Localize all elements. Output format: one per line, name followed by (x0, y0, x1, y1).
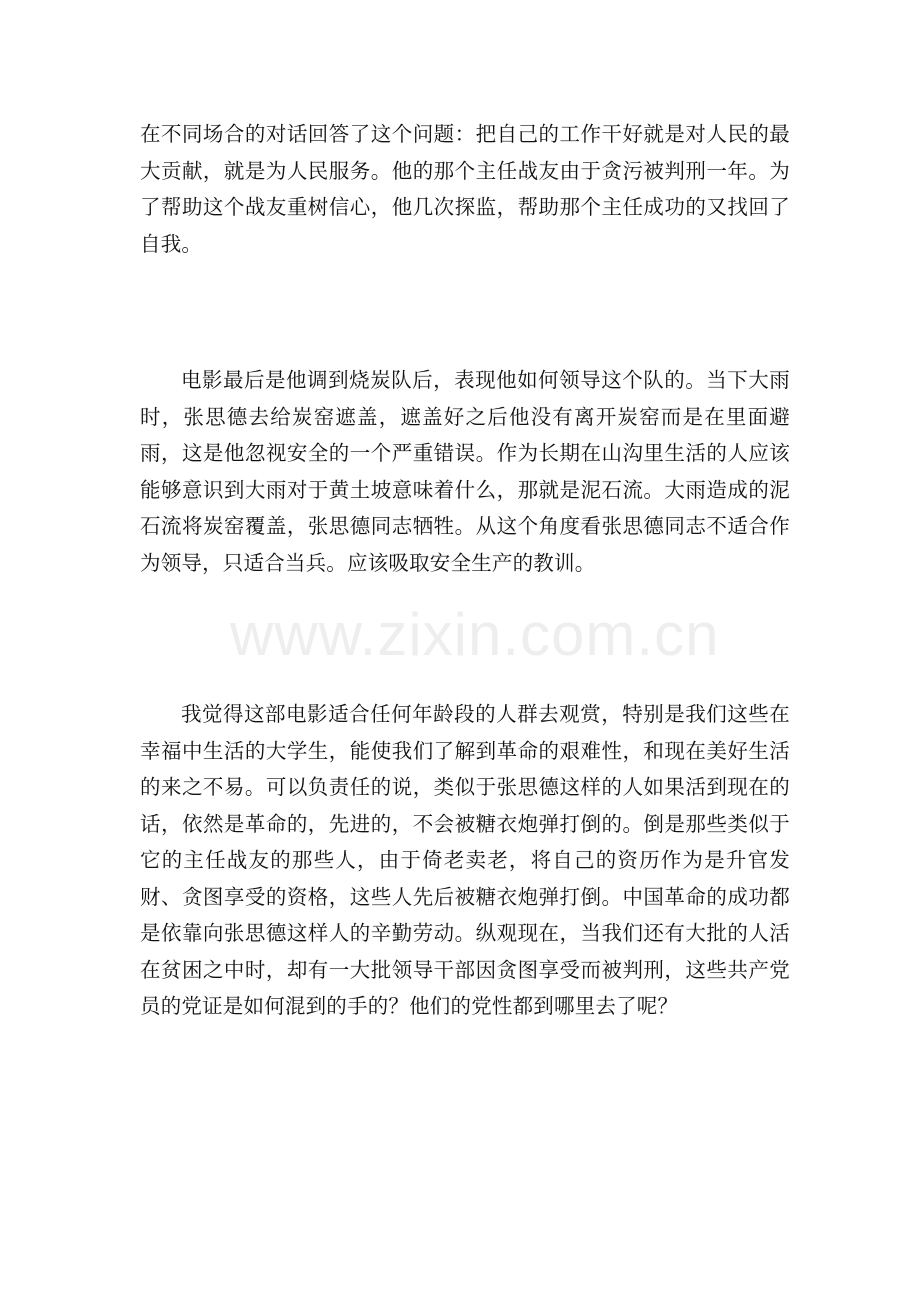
paragraph-3: 我觉得这部电影适合任何年龄段的人群去观赏，特别是我们这些在幸福中生活的大学生，能使我们了解到革命的艰难性，和现在美好生活的来之不易。可以负责任的说，类似于张思德这样的人如果活到现在的话，依然是革命的，先进的，不会被糖衣炮弹打倒的。倒是那些类似于它的主任战友的那些人，由于倚老卖老，将自己的资历作为是升官发财、贪图享受的资格，这些人先后被糖衣炮弹打倒。中国革命的成功都是依靠向张思德这样人的辛勤劳动。纵观现在，当我们还有大批的人活在贫困之中时，却有一大批领导干部因贪图享受而被判刑，这些共产党员的党证是如何混到的手的？他们的党性都到哪里去了呢？ (140, 702, 790, 1018)
paragraph-1: 在不同场合的对话回答了这个问题：把自己的工作干好就是对人民的最大贡献，就是为人民服务。他的那个主任战友由于贪污被判刑一年。为了帮助这个战友重树信心，他几次探监，帮助那个主任成功的又找回了自我。 (140, 122, 790, 256)
paragraph-2: 电影最后是他调到烧炭队后，表现他如何领导这个队的。当下大雨时，张思德去给炭窑遮盖，遮盖好之后他没有离开炭窑而是在里面避雨，这是他忽视安全的一个严重错误。作为长期在山沟里生活的人应该能够意识到大雨对于黄土坡意味着什么，那就是泥石流。大雨造成的泥石流将炭窑覆盖，张思德同志牺牲。从这个角度看张思德同志不适合作为领导，只适合当兵。应该吸取安全生产的教训。 (140, 368, 790, 575)
watermark-text: www.zixin.com.cn (230, 601, 720, 668)
